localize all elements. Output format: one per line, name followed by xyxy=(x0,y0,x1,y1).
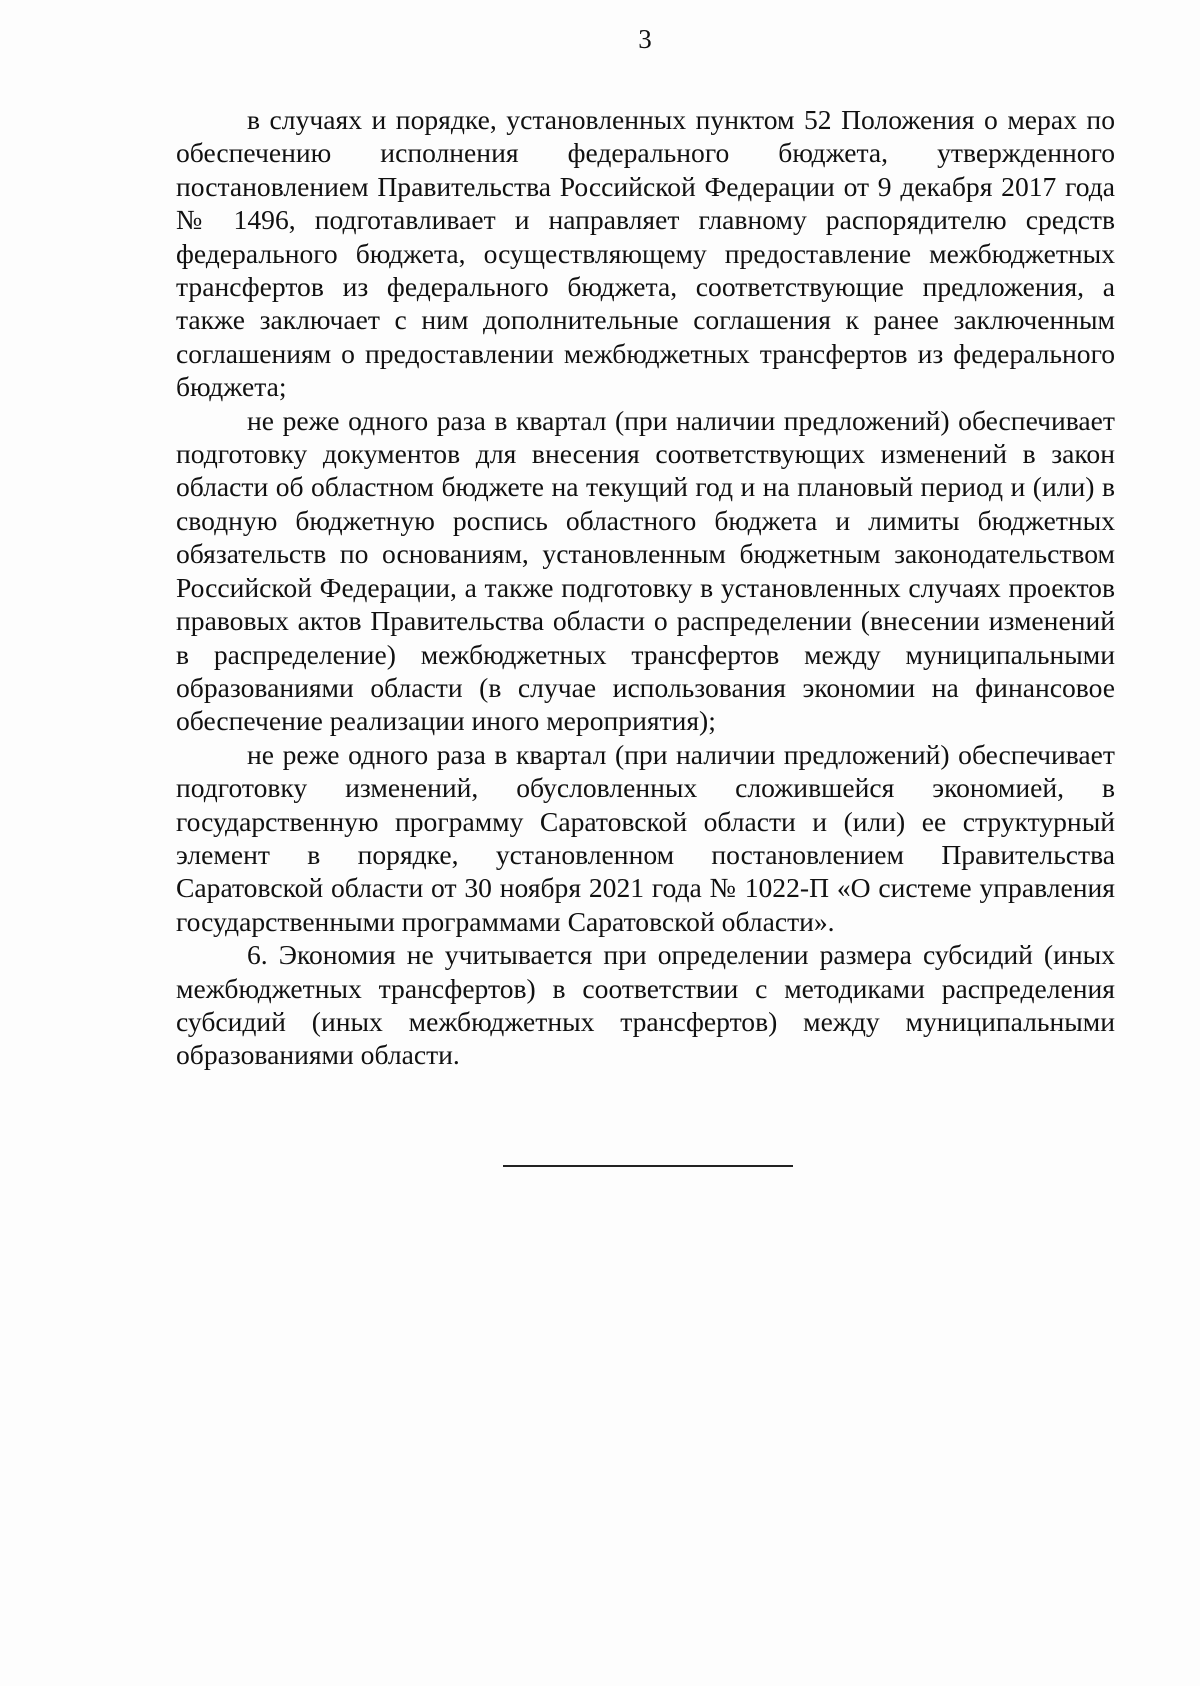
paragraph-quarterly-budget-changes: не реже одного раза в квартал (при наличии предложений) обеспечивает подготовку документов для внесения соответствующих изменений в закон области об областном бюджете на текущий год и на плановый период и (или) в сводную бюджетную роспись областного бюджета и лимиты бюджетных обязательств по основаниям, установленным бюджетным законодательством Российской Федерации, а также подготовку в установленных случаях проектов правовых актов Правительства области о распределении (внесении изменений в распределение) межбюджетных трансфертов между муниципальными образованиями области (в случае использования экономии на финансовое обеспечение реализации иного мероприятия); xyxy=(176,404,1115,737)
page-number: 3 xyxy=(638,24,652,54)
document-body xyxy=(176,103,1115,1072)
end-separator-line xyxy=(503,1165,793,1167)
paragraph-item-6-economy: 6. Экономия не учитывается при определении размера субсидий (иных межбюджетных трансфертов) в соответствии с методиками распределения субсидий (иных межбюджетных трансфертов) между муниципальными образованиями области. xyxy=(176,939,1115,1071)
paragraph-quarterly-program-changes: не реже одного раза в квартал (при наличии предложений) обеспечивает подготовку изменений, обусловленных сложившейся экономией, в государственную программу Саратовской области и (или) ее структурный элемент в порядке, установленном постановлением Правительства Саратовской области от 30 ноября 2021 года № 1022-П «О системе управления государственными программами Саратовской области». xyxy=(176,738,1115,937)
paragraph-budget-transfers-proposals: в случаях и порядке, установленных пунктом 52 Положения о мерах по обеспечению исполнения федерального бюджета, утвержденного постановлением Правительства Российской Федерации от 9 декабря 2017 года № 1496, подготавливает и направляет главному распорядителю средств федерального бюджета, осуществляющему предоставление межбюджетных трансфертов из федерального бюджета, соответствующие предложения, а также заключает с ним дополнительные соглашения к ранее заключенным соглашениям о предоставлении межбюджетных трансфертов из федерального бюджета; xyxy=(176,104,1115,403)
